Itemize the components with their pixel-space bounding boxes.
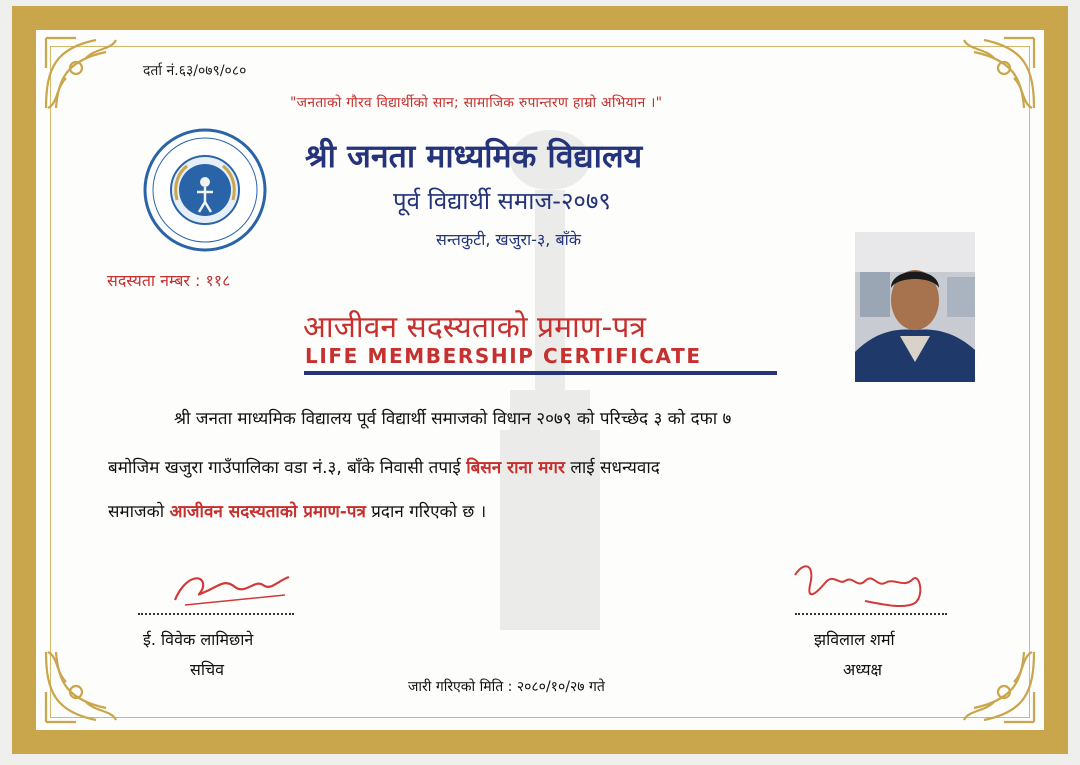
body-line-3-suffix: प्रदान गरिएको छ । bbox=[371, 502, 487, 522]
society-name: पूर्व विद्यार्थी समाज-२०७९ bbox=[393, 187, 611, 215]
certificate-title-english: LIFE MEMBERSHIP CERTIFICATE bbox=[305, 344, 702, 368]
corner-ornament-top-right bbox=[954, 28, 1044, 118]
member-photo bbox=[855, 232, 975, 382]
president-role: अध्यक्ष bbox=[843, 660, 882, 679]
registration-number: दर्ता नं.६३/०७९/०८० bbox=[143, 63, 247, 79]
school-name: श्री जनता माध्यमिक विद्यालय bbox=[305, 137, 643, 175]
body-line-2-suffix: लाई सधन्यवाद bbox=[570, 458, 660, 478]
secretary-signature-line bbox=[138, 613, 294, 615]
title-underline bbox=[304, 371, 777, 375]
body-line-3-prefix: समाजको bbox=[108, 502, 165, 522]
body-line-3 bbox=[108, 499, 486, 522]
president-name: झविलाल शर्मा bbox=[814, 630, 895, 649]
secretary-role: सचिव bbox=[190, 660, 225, 679]
membership-number: सदस्यता नम्बर : ११८ bbox=[107, 271, 231, 290]
motto: "जनताको गौरव विद्यार्थीको सान; सामाजिक रुपान्तरण हाम्रो अभियान ।" bbox=[290, 95, 663, 111]
body-line-2-prefix: बमोजिम खजुरा गाउँपालिका वडा नं.३, बाँके निवासी तपाई bbox=[108, 458, 461, 478]
society-address: सन्तकुटी, खजुरा-३, बाँके bbox=[436, 230, 582, 249]
president-signature bbox=[785, 555, 935, 615]
member-name: बिसन राना मगर bbox=[466, 458, 565, 478]
secretary-signature bbox=[165, 565, 295, 610]
certificate-mention: आजीवन सदस्यताको प्रमाण-पत्र bbox=[169, 502, 366, 522]
corner-ornament-top-left bbox=[36, 28, 126, 118]
body-line-2 bbox=[108, 455, 660, 478]
certificate-title-nepali: आजीवन सदस्यताको प्रमाण-पत्र bbox=[303, 310, 646, 345]
body-line-1: श्री जनता माध्यमिक विद्यालय पूर्व विद्यार्थी समाजको विधान २०७९ को परिच्छेद ३ को दफा ७ bbox=[174, 409, 732, 429]
school-logo bbox=[143, 128, 267, 252]
corner-ornament-bottom-left bbox=[36, 642, 126, 732]
secretary-name: ई. विवेक लामिछाने bbox=[143, 630, 254, 649]
president-signature-line bbox=[795, 613, 947, 615]
corner-ornament-bottom-right bbox=[954, 642, 1044, 732]
issue-date: जारी गरिएको मिति : २०८०/१०/२७ गते bbox=[408, 679, 605, 695]
